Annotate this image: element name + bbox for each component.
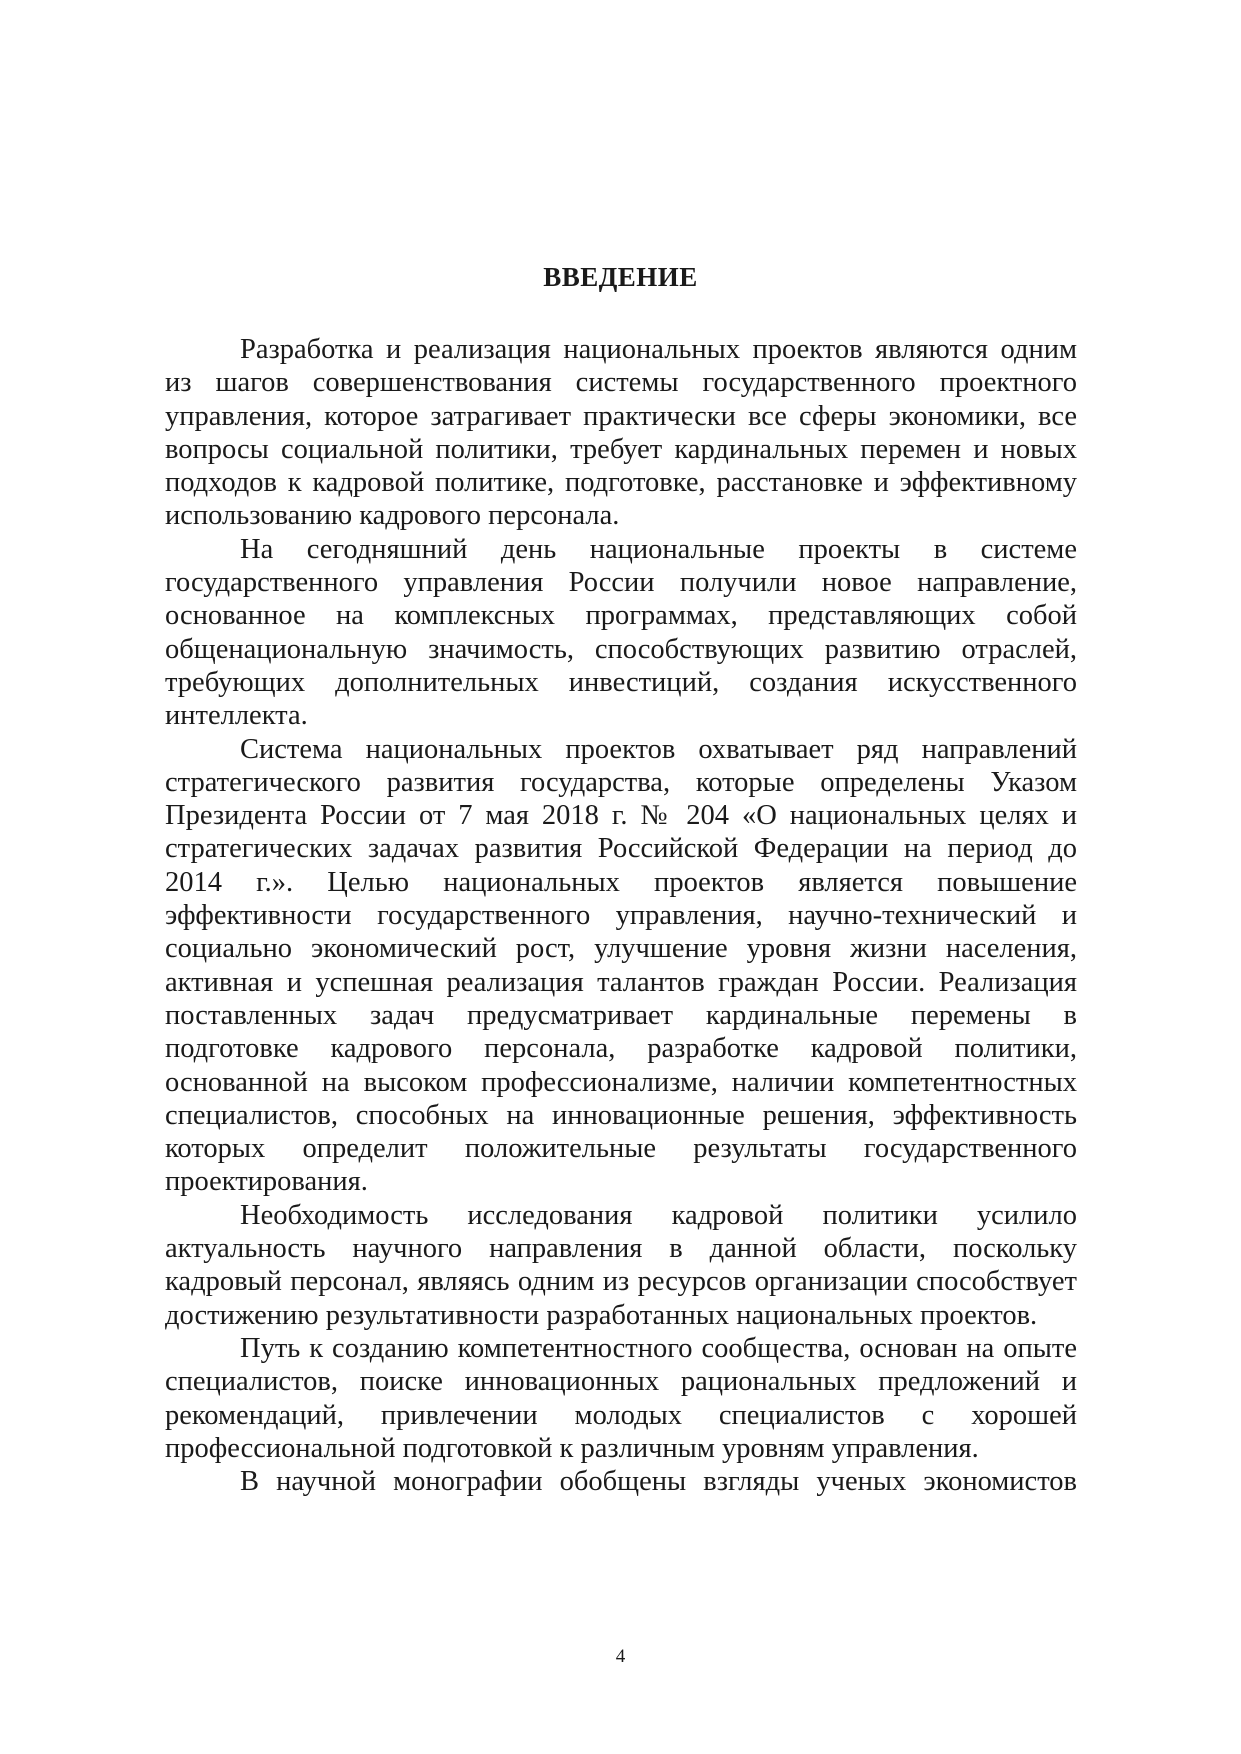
paragraph: На сегодняшний день национальные проекты в системе государственного управления России получили новое направление, основанное на комплексных программах, представляющих собой общенациональную значимость, способствующих развитию отраслей, требующих дополнительных инвестиций, создания искусственного интеллекта. xyxy=(165,533,1077,732)
paragraph: В научной монографии обобщены взгляды ученых экономистов xyxy=(240,1466,1077,1498)
paragraph: Система национальных проектов охватывает ряд направлений стратегического развития государства, которые определены Указом Президента России от 7 мая 2018 г. № 204 «О национальных целях и стратегических задачах развития Российской Федерации на период до 2014 г.». Целью национальных проектов является повышение эффективности государственного управления, научно-технический и социально экономический рост, улучшение уровня жизни населения, активная и успешная реализация талантов граждан России. Реализация поставленных задач предусматривает кардинальные перемены в подготовке кадрового персонала, разработке кадровой политики, основанной на высоком профессионализме, наличии компетентностных специалистов, способных на инновационные решения, эффективность которых определит положительные результаты государственного проектирования. xyxy=(165,733,1077,1198)
page-title: ВВЕДЕНИЕ xyxy=(543,262,698,292)
page-number: 4 xyxy=(615,1646,626,1667)
paragraph: Разработка и реализация национальных проектов являются одним из шагов совершенствования системы государственного проектного управления, которое затрагивает практически все сферы экономики, все вопросы социальной политики, требует кардинальных перемен и новых подходов к кадровой политике, подготовке, расстановке и эффективному использованию кадрового персонала. xyxy=(165,334,1077,532)
paragraph: Путь к созданию компетентностного сообщества, основан на опыте специалистов, поиске инновационных рациональных предложений и рекомендаций, привлечении молодых специалистов с хорошей профессиональной подготовкой к различным уровням управления. xyxy=(165,1332,1077,1464)
paragraph: Необходимость исследования кадровой политики усилило актуальность научного направления в данной области, поскольку кадровый персонал, являясь одним из ресурсов организации способствует достижению результативности разработанных национальных проектов. xyxy=(165,1199,1077,1331)
body-text xyxy=(165,333,1077,1498)
